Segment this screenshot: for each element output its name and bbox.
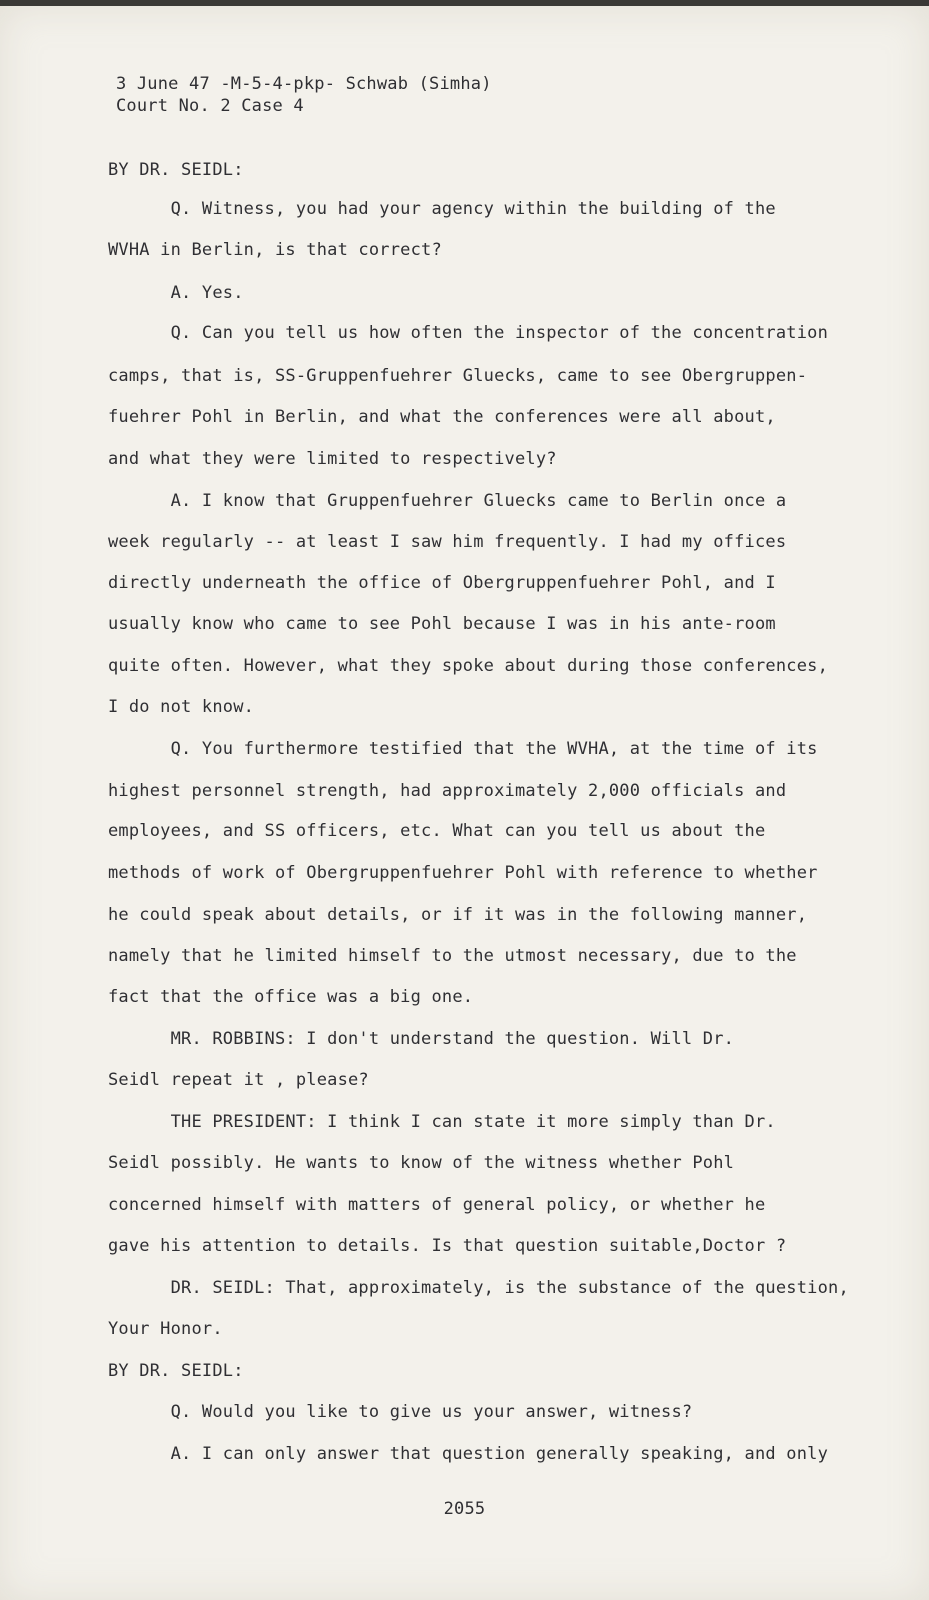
transcript-line: Seidl repeat it , please? — [108, 1070, 369, 1090]
transcript-line: Q. Witness, you had your agency within the building of the — [108, 199, 776, 219]
transcript-line: WVHA in Berlin, is that correct? — [108, 240, 442, 260]
transcript-line: camps, that is, SS-Gruppenfuehrer Gluecks, came to see Obergruppen- — [108, 366, 808, 386]
transcript-line: namely that he limited himself to the utmost necessary, due to the — [108, 946, 797, 966]
transcript-line: DR. SEIDL: That, approximately, is the substance of the question, — [108, 1278, 849, 1298]
page-number: 2055 — [443, 1499, 486, 1519]
transcript-line: he could speak about details, or if it was in the following manner, — [108, 905, 808, 925]
transcript-line: methods of work of Obergruppenfuehrer Pohl with reference to whether — [108, 863, 818, 883]
transcript-line: BY DR. SEIDL: — [108, 1361, 244, 1381]
transcript-line: concerned himself with matters of general policy, or whether he — [108, 1195, 766, 1215]
header-line-2: Court No. 2 Case 4 — [116, 96, 304, 116]
transcript-line: THE PRESIDENT: I think I can state it more simply than Dr. — [108, 1112, 776, 1132]
transcript-line: A. Yes. — [108, 283, 244, 303]
transcript-line: A. I can only answer that question generally speaking, and only — [108, 1444, 829, 1464]
header-line-1: 3 June 47 -M-5-4-pkp- Schwab (Simha) — [116, 74, 492, 94]
transcript-line: and what they were limited to respectively? — [108, 449, 557, 469]
transcript-line: BY DR. SEIDL: — [108, 160, 244, 180]
transcript-line: directly underneath the office of Obergruppenfuehrer Pohl, and I — [108, 573, 776, 593]
transcript-line: A. I know that Gruppenfuehrer Gluecks came to Berlin once a — [108, 491, 787, 511]
transcript-line: fuehrer Pohl in Berlin, and what the conferences were all about, — [108, 407, 776, 427]
transcript-line: Q. Would you like to give us your answer, witness? — [108, 1402, 693, 1422]
transcript-line: gave his attention to details. Is that question suitable,Doctor ? — [108, 1236, 787, 1256]
transcript-line: fact that the office was a big one. — [108, 987, 474, 1007]
transcript-page — [0, 6, 929, 1600]
transcript-line: Your Honor. — [108, 1319, 223, 1339]
transcript-line: Seidl possibly. He wants to know of the witness whether Pohl — [108, 1153, 735, 1173]
transcript-line: highest personnel strength, had approximately 2,000 officials and — [108, 781, 787, 801]
transcript-line: I do not know. — [108, 697, 255, 717]
transcript-line: MR. ROBBINS: I don't understand the question. Will Dr. — [108, 1029, 735, 1049]
transcript-line: Q. You furthermore testified that the WVHA, at the time of its — [108, 739, 818, 759]
transcript-line: quite often. However, what they spoke about during those conferences, — [108, 656, 829, 676]
transcript-line: employees, and SS officers, etc. What can you tell us about the — [108, 821, 766, 841]
transcript-line: usually know who came to see Pohl because I was in his ante-room — [108, 614, 776, 634]
transcript-line: week regularly -- at least I saw him frequently. I had my offices — [108, 532, 787, 552]
transcript-line: Q. Can you tell us how often the inspector of the concentration — [108, 323, 829, 343]
